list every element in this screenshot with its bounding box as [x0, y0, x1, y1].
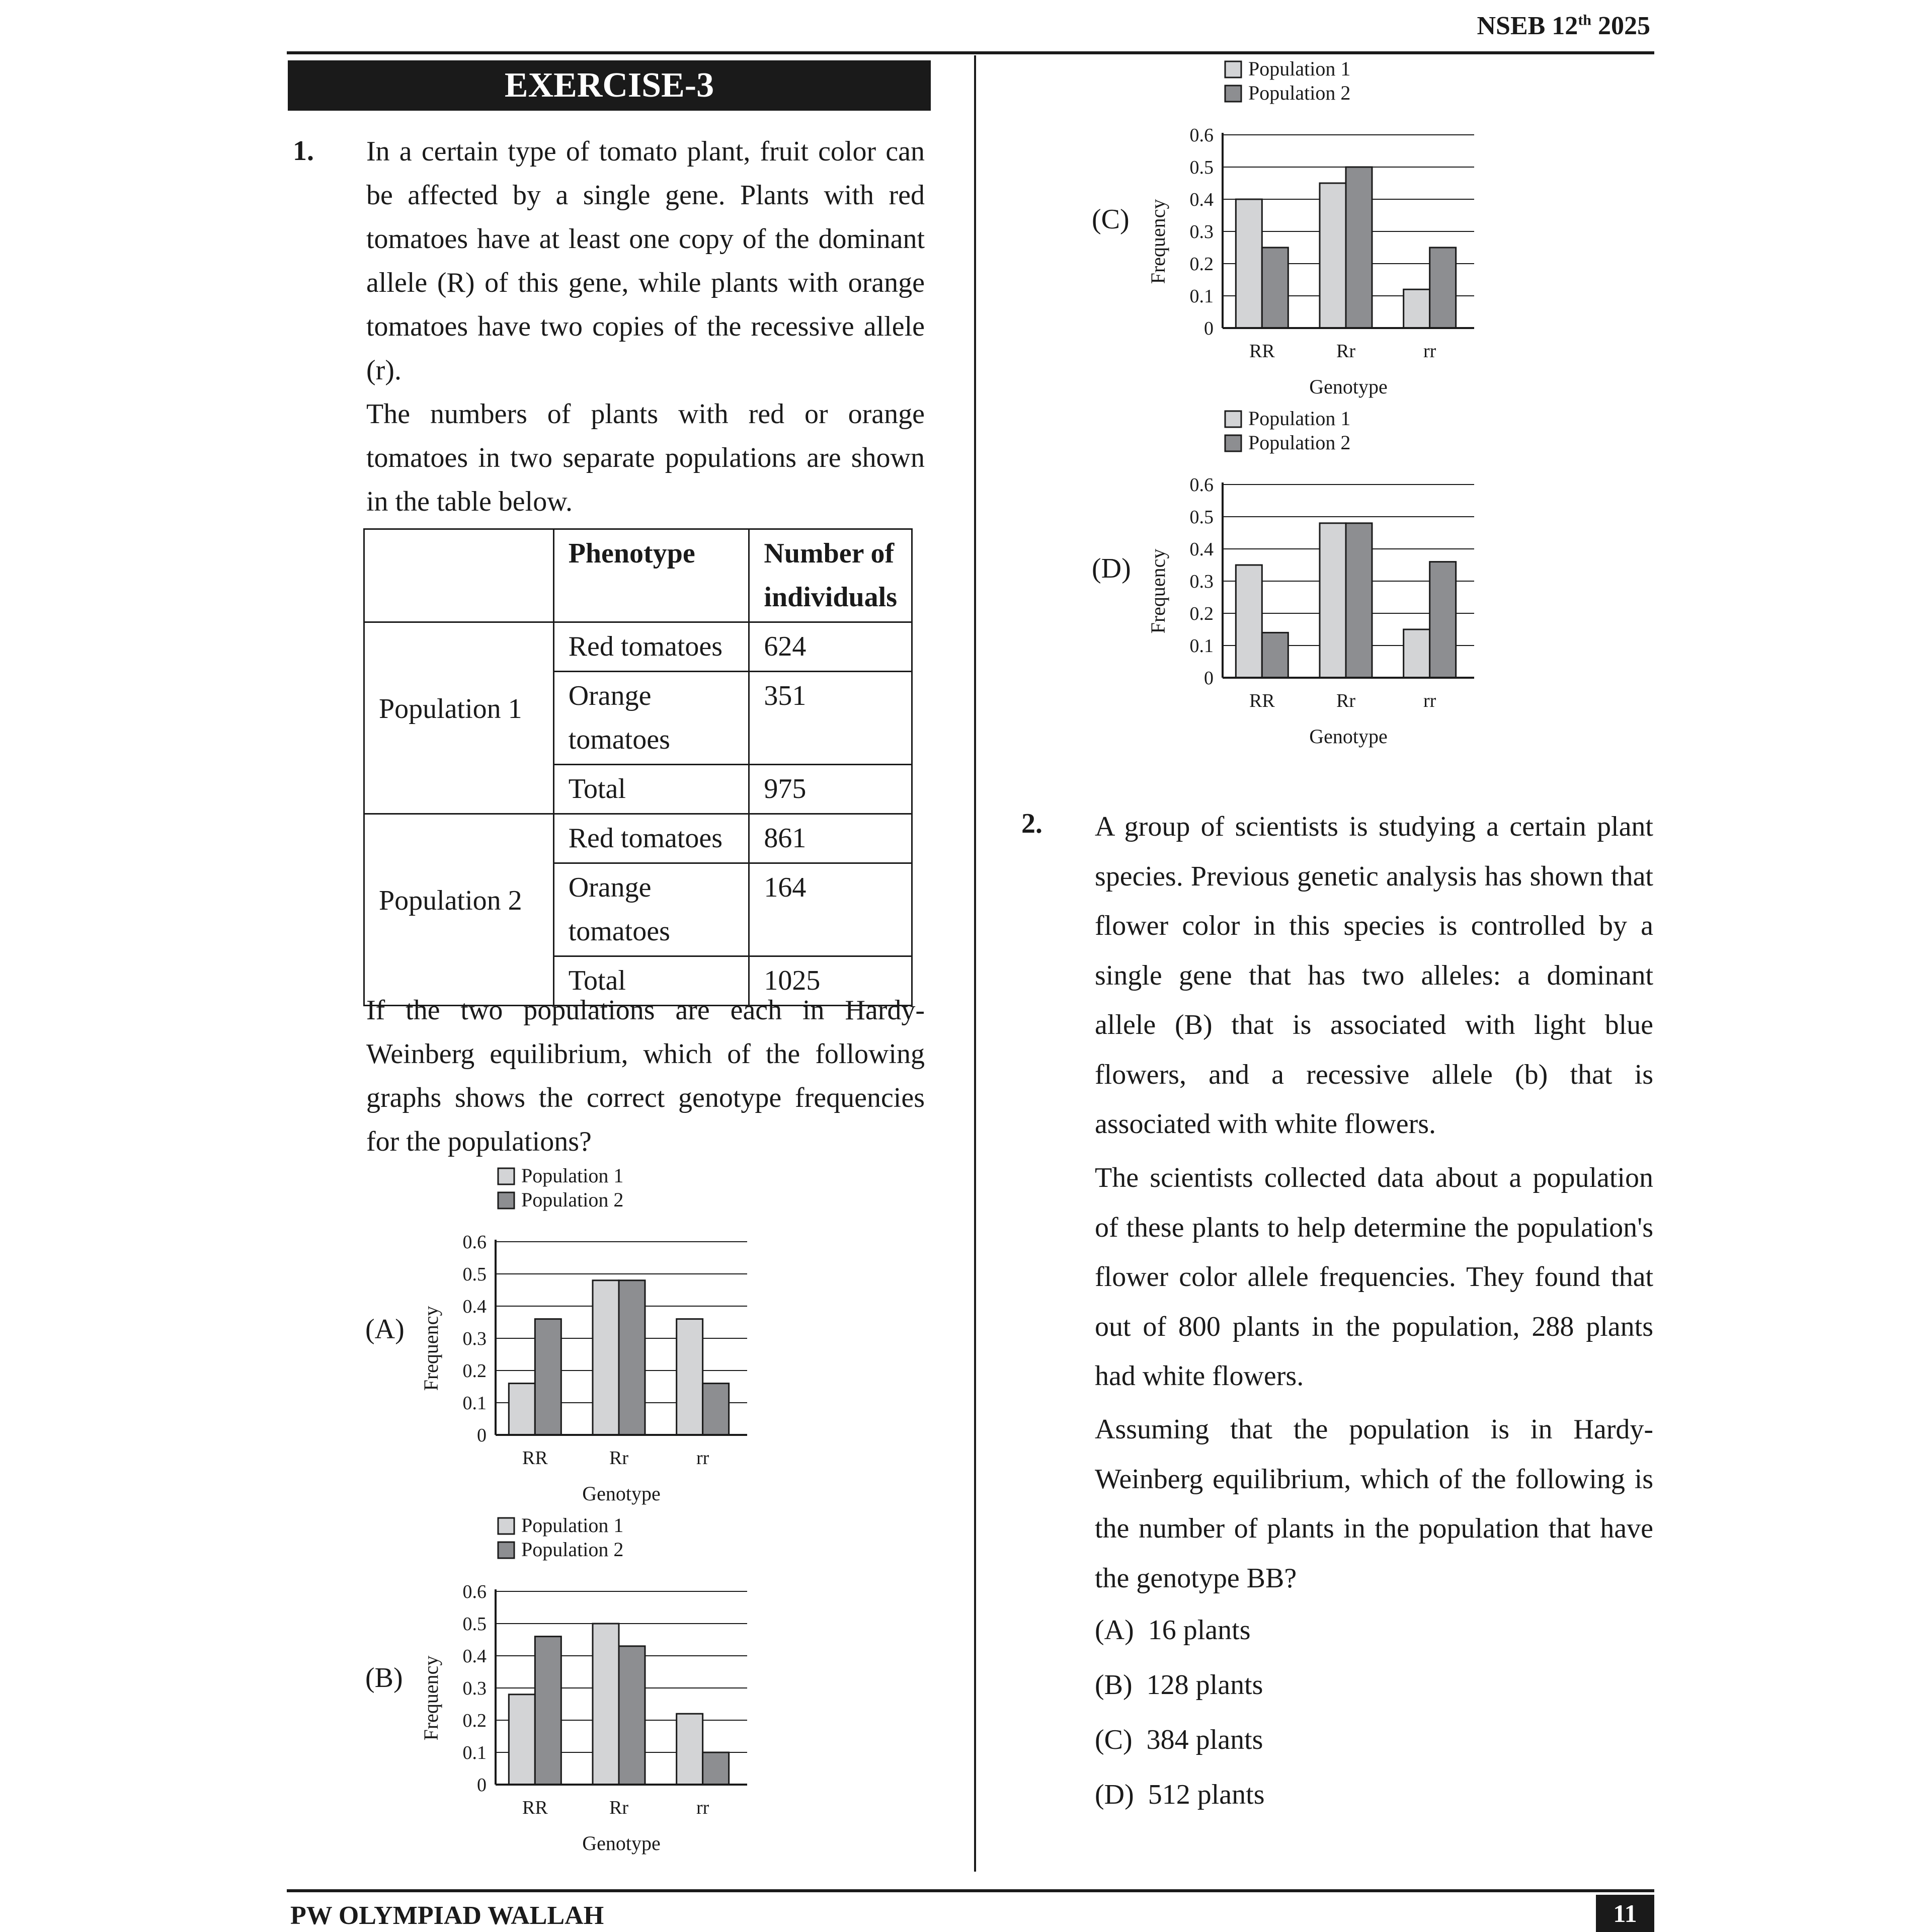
y-tick-label: 0.6	[1189, 125, 1214, 146]
chart-c	[1140, 50, 1492, 413]
header-exam: NSEB 12	[1477, 12, 1578, 40]
y-tick-label: 0.1	[1189, 286, 1214, 307]
answer-option-text: 384 plants	[1146, 1724, 1263, 1755]
x-tick-label: rr	[1423, 690, 1436, 711]
table-group-name: Population 1	[364, 622, 554, 814]
table-cell: Total	[553, 956, 749, 1006]
y-tick-label: 0.5	[462, 1264, 487, 1285]
y-tick-label: 0.4	[462, 1296, 487, 1317]
y-tick-label: 0.6	[462, 1232, 487, 1253]
q2-paragraph-3: Assuming that the population is in Hardy-Weinberg equilibrium, which of the following is the number of plants in the population that have the genotype BB?	[1095, 1414, 1653, 1594]
y-tick-label: 0.6	[462, 1581, 487, 1602]
x-tick-label: Rr	[1336, 690, 1355, 711]
header-title	[1477, 11, 1650, 41]
legend-label: Population 2	[1248, 82, 1351, 104]
answer-option[interactable]	[1095, 1779, 1265, 1811]
bar-rr-series-1	[1404, 629, 1430, 678]
bar-RR-series-1	[509, 1695, 535, 1785]
chart-d	[1140, 400, 1492, 762]
bar-Rr-series-2	[619, 1280, 645, 1435]
q1-paragraph-2: The numbers of plants with red or orange tomatoes in two separate populations are shown in the table below.	[366, 398, 925, 517]
legend-label: Population 1	[1248, 57, 1351, 80]
bottom-rule	[287, 1889, 1654, 1892]
x-tick-label: Rr	[1336, 341, 1355, 362]
bar-Rr-series-1	[593, 1280, 619, 1435]
legend-swatch	[498, 1518, 514, 1534]
table-header-cell: Number of individuals	[749, 529, 912, 622]
chart-option-label-b: (B)	[365, 1662, 403, 1694]
legend-label: Population 1	[1248, 407, 1351, 430]
table-header-cell: Phenotype	[553, 529, 749, 622]
x-tick-label: RR	[1249, 690, 1275, 711]
legend-swatch	[498, 1168, 514, 1184]
phenotype-table	[363, 528, 913, 1006]
y-tick-label: 0.4	[462, 1646, 487, 1667]
y-axis-title: Frequency	[1147, 548, 1169, 634]
bar-RR-series-2	[1262, 248, 1288, 328]
table-cell: 1025	[749, 956, 912, 1006]
y-tick-label: 0.2	[1189, 603, 1214, 624]
y-tick-label: 0.3	[1189, 221, 1214, 243]
legend-swatch	[1225, 411, 1241, 427]
bar-Rr-series-1	[1320, 183, 1346, 328]
legend-swatch	[1225, 61, 1241, 77]
q1-paragraph-1: In a certain type of tomato plant, fruit color can be affected by a single gene. Plants with red tomatoes have at least one copy of the dominant allele (R) of this gene, while plants with orange tomatoes have two copies of the recessive allele (r).	[366, 136, 925, 386]
q1-paragraph-3: If the two populations are each in Hardy-Weinberg equilibrium, which of the following graphs shows the correct genotype frequencies for the populations?	[366, 995, 925, 1157]
table-cell: 861	[749, 814, 912, 863]
bar-RR-series-2	[535, 1319, 561, 1435]
x-tick-label: rr	[696, 1447, 709, 1469]
bar-rr-series-2	[703, 1384, 729, 1435]
y-tick-label: 0.2	[462, 1360, 487, 1382]
y-tick-label: 0.3	[462, 1328, 487, 1349]
q2-number: 2.	[1021, 808, 1042, 839]
x-tick-label: RR	[522, 1797, 548, 1818]
y-tick-label: 0	[477, 1425, 487, 1446]
bar-rr-series-1	[677, 1714, 703, 1785]
legend-label: Population 2	[1248, 431, 1351, 454]
y-tick-label: 0.6	[1189, 474, 1214, 496]
y-tick-label: 0.4	[1189, 539, 1214, 560]
y-tick-label: 0.2	[462, 1710, 487, 1731]
y-tick-label: 0.1	[1189, 635, 1214, 657]
legend-label: Population 1	[521, 1514, 624, 1537]
x-tick-label: RR	[522, 1447, 548, 1469]
bar-RR-series-2	[535, 1637, 561, 1785]
x-axis-title: Genotype	[1309, 375, 1388, 398]
y-tick-label: 0.4	[1189, 189, 1214, 210]
answer-option[interactable]	[1095, 1614, 1251, 1646]
answer-option-label: (A)	[1095, 1615, 1134, 1646]
table-cell: Red tomatoes	[553, 622, 749, 672]
answer-option-label: (D)	[1095, 1779, 1134, 1810]
table-cell: 164	[749, 863, 912, 956]
page-number: 11	[1596, 1895, 1654, 1932]
table-cell: Orange tomatoes	[553, 672, 749, 765]
table-cell: 624	[749, 622, 912, 672]
x-axis-title: Genotype	[582, 1832, 661, 1855]
table-group-name: Population 2	[364, 814, 554, 1006]
chart-a	[413, 1157, 765, 1519]
legend-swatch	[1225, 435, 1241, 451]
y-tick-label: 0.3	[1189, 571, 1214, 592]
legend-label: Population 1	[521, 1164, 624, 1187]
answer-option-label: (C)	[1095, 1724, 1133, 1755]
x-tick-label: rr	[1423, 341, 1436, 362]
y-axis-title: Frequency	[420, 1306, 442, 1391]
y-tick-label: 0.1	[462, 1742, 487, 1763]
bar-RR-series-1	[1236, 565, 1262, 678]
legend-swatch	[1225, 86, 1241, 102]
answer-option-label: (B)	[1095, 1669, 1133, 1701]
x-tick-label: Rr	[609, 1797, 628, 1818]
bar-RR-series-1	[1236, 199, 1262, 328]
table-cell: Red tomatoes	[553, 814, 749, 863]
bar-Rr-series-1	[1320, 523, 1346, 678]
column-divider	[974, 55, 976, 1872]
table-cell: 975	[749, 765, 912, 814]
x-tick-label: Rr	[609, 1447, 628, 1469]
legend-swatch	[498, 1542, 514, 1558]
q2-paragraph-2: The scientists collected data about a population of these plants to help determine the population's flower color allele frequencies. They found that out of 800 plants in the population, 288 plants had white flowers.	[1095, 1162, 1653, 1392]
y-tick-label: 0.5	[1189, 157, 1214, 178]
answer-option-text: 16 plants	[1148, 1615, 1251, 1646]
y-tick-label: 0.1	[462, 1393, 487, 1414]
x-tick-label: rr	[696, 1797, 709, 1818]
x-tick-label: RR	[1249, 341, 1275, 362]
y-tick-label: 0.2	[1189, 254, 1214, 275]
bar-Rr-series-2	[619, 1646, 645, 1785]
x-axis-title: Genotype	[582, 1482, 661, 1505]
table-row	[364, 622, 912, 672]
q1-number: 1.	[293, 135, 314, 167]
chart-b	[413, 1507, 765, 1869]
bar-rr-series-1	[677, 1319, 703, 1435]
bar-rr-series-1	[1404, 289, 1430, 328]
bar-rr-series-2	[703, 1752, 729, 1785]
legend-label: Population 2	[521, 1538, 624, 1561]
bar-RR-series-1	[509, 1384, 535, 1435]
answer-option-text: 512 plants	[1148, 1779, 1265, 1810]
legend-label: Population 2	[521, 1188, 624, 1211]
y-tick-label: 0	[1204, 668, 1214, 689]
header-superscript: th	[1578, 12, 1591, 29]
answer-option[interactable]	[1095, 1669, 1263, 1701]
exercise-banner: EXERCISE-3	[288, 60, 931, 111]
table-cell: Total	[553, 765, 749, 814]
chart-option-label-d: (D)	[1092, 553, 1131, 584]
bar-Rr-series-2	[1346, 167, 1372, 328]
table-header-row	[364, 529, 912, 622]
footer-brand: PW OLYMPIAD WALLAH	[290, 1901, 604, 1930]
y-tick-label: 0	[477, 1775, 487, 1796]
y-tick-label: 0	[1204, 318, 1214, 339]
bar-Rr-series-2	[1346, 523, 1372, 678]
table-header-cell	[364, 529, 554, 622]
table-cell: Orange tomatoes	[553, 863, 749, 956]
bar-RR-series-2	[1262, 632, 1288, 678]
answer-option[interactable]	[1095, 1724, 1263, 1756]
header-year: 2025	[1591, 12, 1650, 40]
y-tick-label: 0.5	[462, 1614, 487, 1635]
y-tick-label: 0.5	[1189, 507, 1214, 528]
y-axis-title: Frequency	[420, 1655, 442, 1741]
answer-option-text: 128 plants	[1146, 1669, 1263, 1701]
bar-rr-series-2	[1430, 562, 1456, 678]
table-row	[364, 814, 912, 863]
bar-Rr-series-1	[593, 1624, 619, 1785]
q2-paragraph-1: A group of scientists is studying a certain plant species. Previous genetic analysis has shown that flower color in this species is controlled by a single gene that has two alleles: a dominant allele (B) that is associated with light blue flowers, and a recessive allele (b) that is associated with white flowers.	[1095, 811, 1653, 1140]
chart-option-label-c: (C)	[1092, 204, 1130, 235]
bar-rr-series-2	[1430, 248, 1456, 328]
table-cell: 351	[749, 672, 912, 765]
legend-swatch	[498, 1192, 514, 1209]
chart-option-label-a: (A)	[365, 1314, 405, 1345]
y-axis-title: Frequency	[1147, 199, 1169, 284]
y-tick-label: 0.3	[462, 1678, 487, 1699]
x-axis-title: Genotype	[1309, 725, 1388, 748]
